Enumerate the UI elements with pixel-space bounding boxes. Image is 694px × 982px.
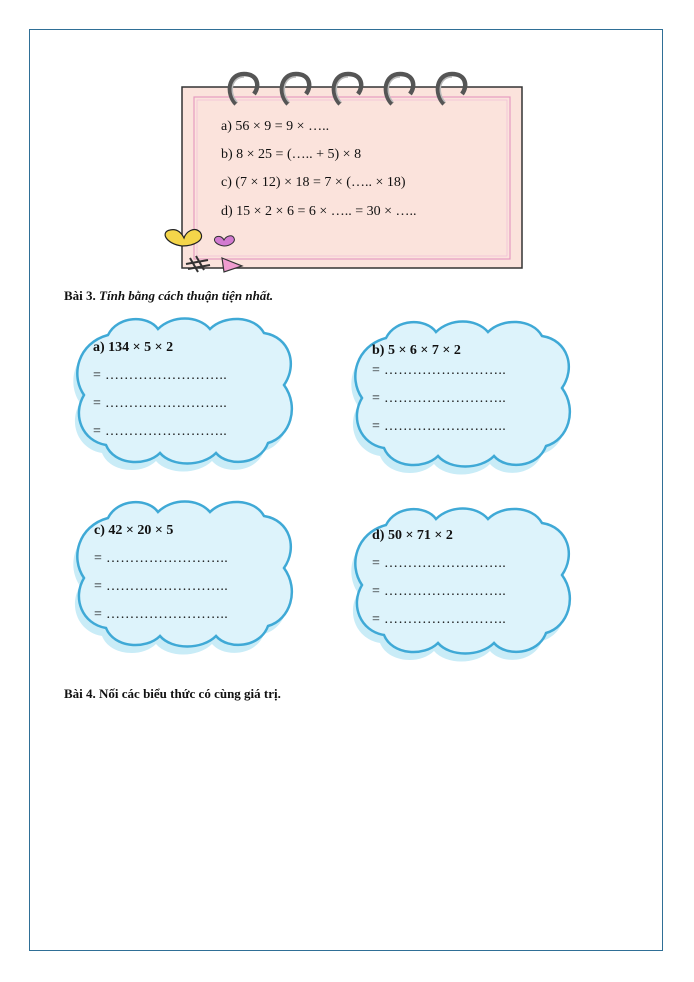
cloud-d-title: d) 50 × 71 × 2 xyxy=(372,528,453,543)
notepad-line-a: a) 56 × 9 = 9 × ….. xyxy=(221,119,330,134)
cloud-d xyxy=(346,505,578,663)
cloud-c-line-2[interactable]: = …………………….. xyxy=(94,579,228,594)
cloud-b xyxy=(346,318,578,476)
exercise-3-heading xyxy=(64,288,273,304)
cloud-shape xyxy=(68,315,300,473)
cloud-d-line-1[interactable]: = …………………….. xyxy=(372,556,506,571)
cloud-c xyxy=(68,498,300,656)
notepad-line-d: d) 15 × 2 × 6 = 6 × ….. = 30 × ….. xyxy=(221,204,417,219)
cloud-shape xyxy=(68,498,300,656)
notepad-line-c: c) (7 × 12) × 18 = 7 × (….. × 18) xyxy=(221,175,406,190)
cloud-d-line-2[interactable]: = …………………….. xyxy=(372,584,506,599)
cloud-c-line-3[interactable]: = …………………….. xyxy=(94,607,228,622)
cloud-d-line-3[interactable]: = …………………….. xyxy=(372,612,506,627)
notepad-illustration xyxy=(160,70,532,280)
exercise-3-title: Tính bằng cách thuận tiện nhất. xyxy=(99,288,274,303)
cloud-a-title: a) 134 × 5 × 2 xyxy=(93,340,174,355)
cloud-a xyxy=(68,315,300,473)
cloud-a-line-1[interactable]: = …………………….. xyxy=(93,368,227,383)
cloud-b-line-3[interactable]: = …………………….. xyxy=(372,419,506,434)
cloud-a-line-2[interactable]: = …………………….. xyxy=(93,396,227,411)
cloud-b-line-1[interactable]: = …………………….. xyxy=(372,363,506,378)
exercise-3-label: Bài 3. xyxy=(64,288,96,303)
notepad-line-b: b) 8 × 25 = (….. + 5) × 8 xyxy=(221,147,362,162)
cloud-a-line-3[interactable]: = …………………….. xyxy=(93,424,227,439)
cloud-c-line-1[interactable]: = …………………….. xyxy=(94,551,228,566)
cloud-b-title: b) 5 × 6 × 7 × 2 xyxy=(372,343,461,358)
cloud-b-line-2[interactable]: = …………………….. xyxy=(372,391,506,406)
cloud-c-title: c) 42 × 20 × 5 xyxy=(94,523,174,538)
exercise-4-heading: Bài 4. Nối các biểu thức có cùng giá trị. xyxy=(64,686,281,701)
